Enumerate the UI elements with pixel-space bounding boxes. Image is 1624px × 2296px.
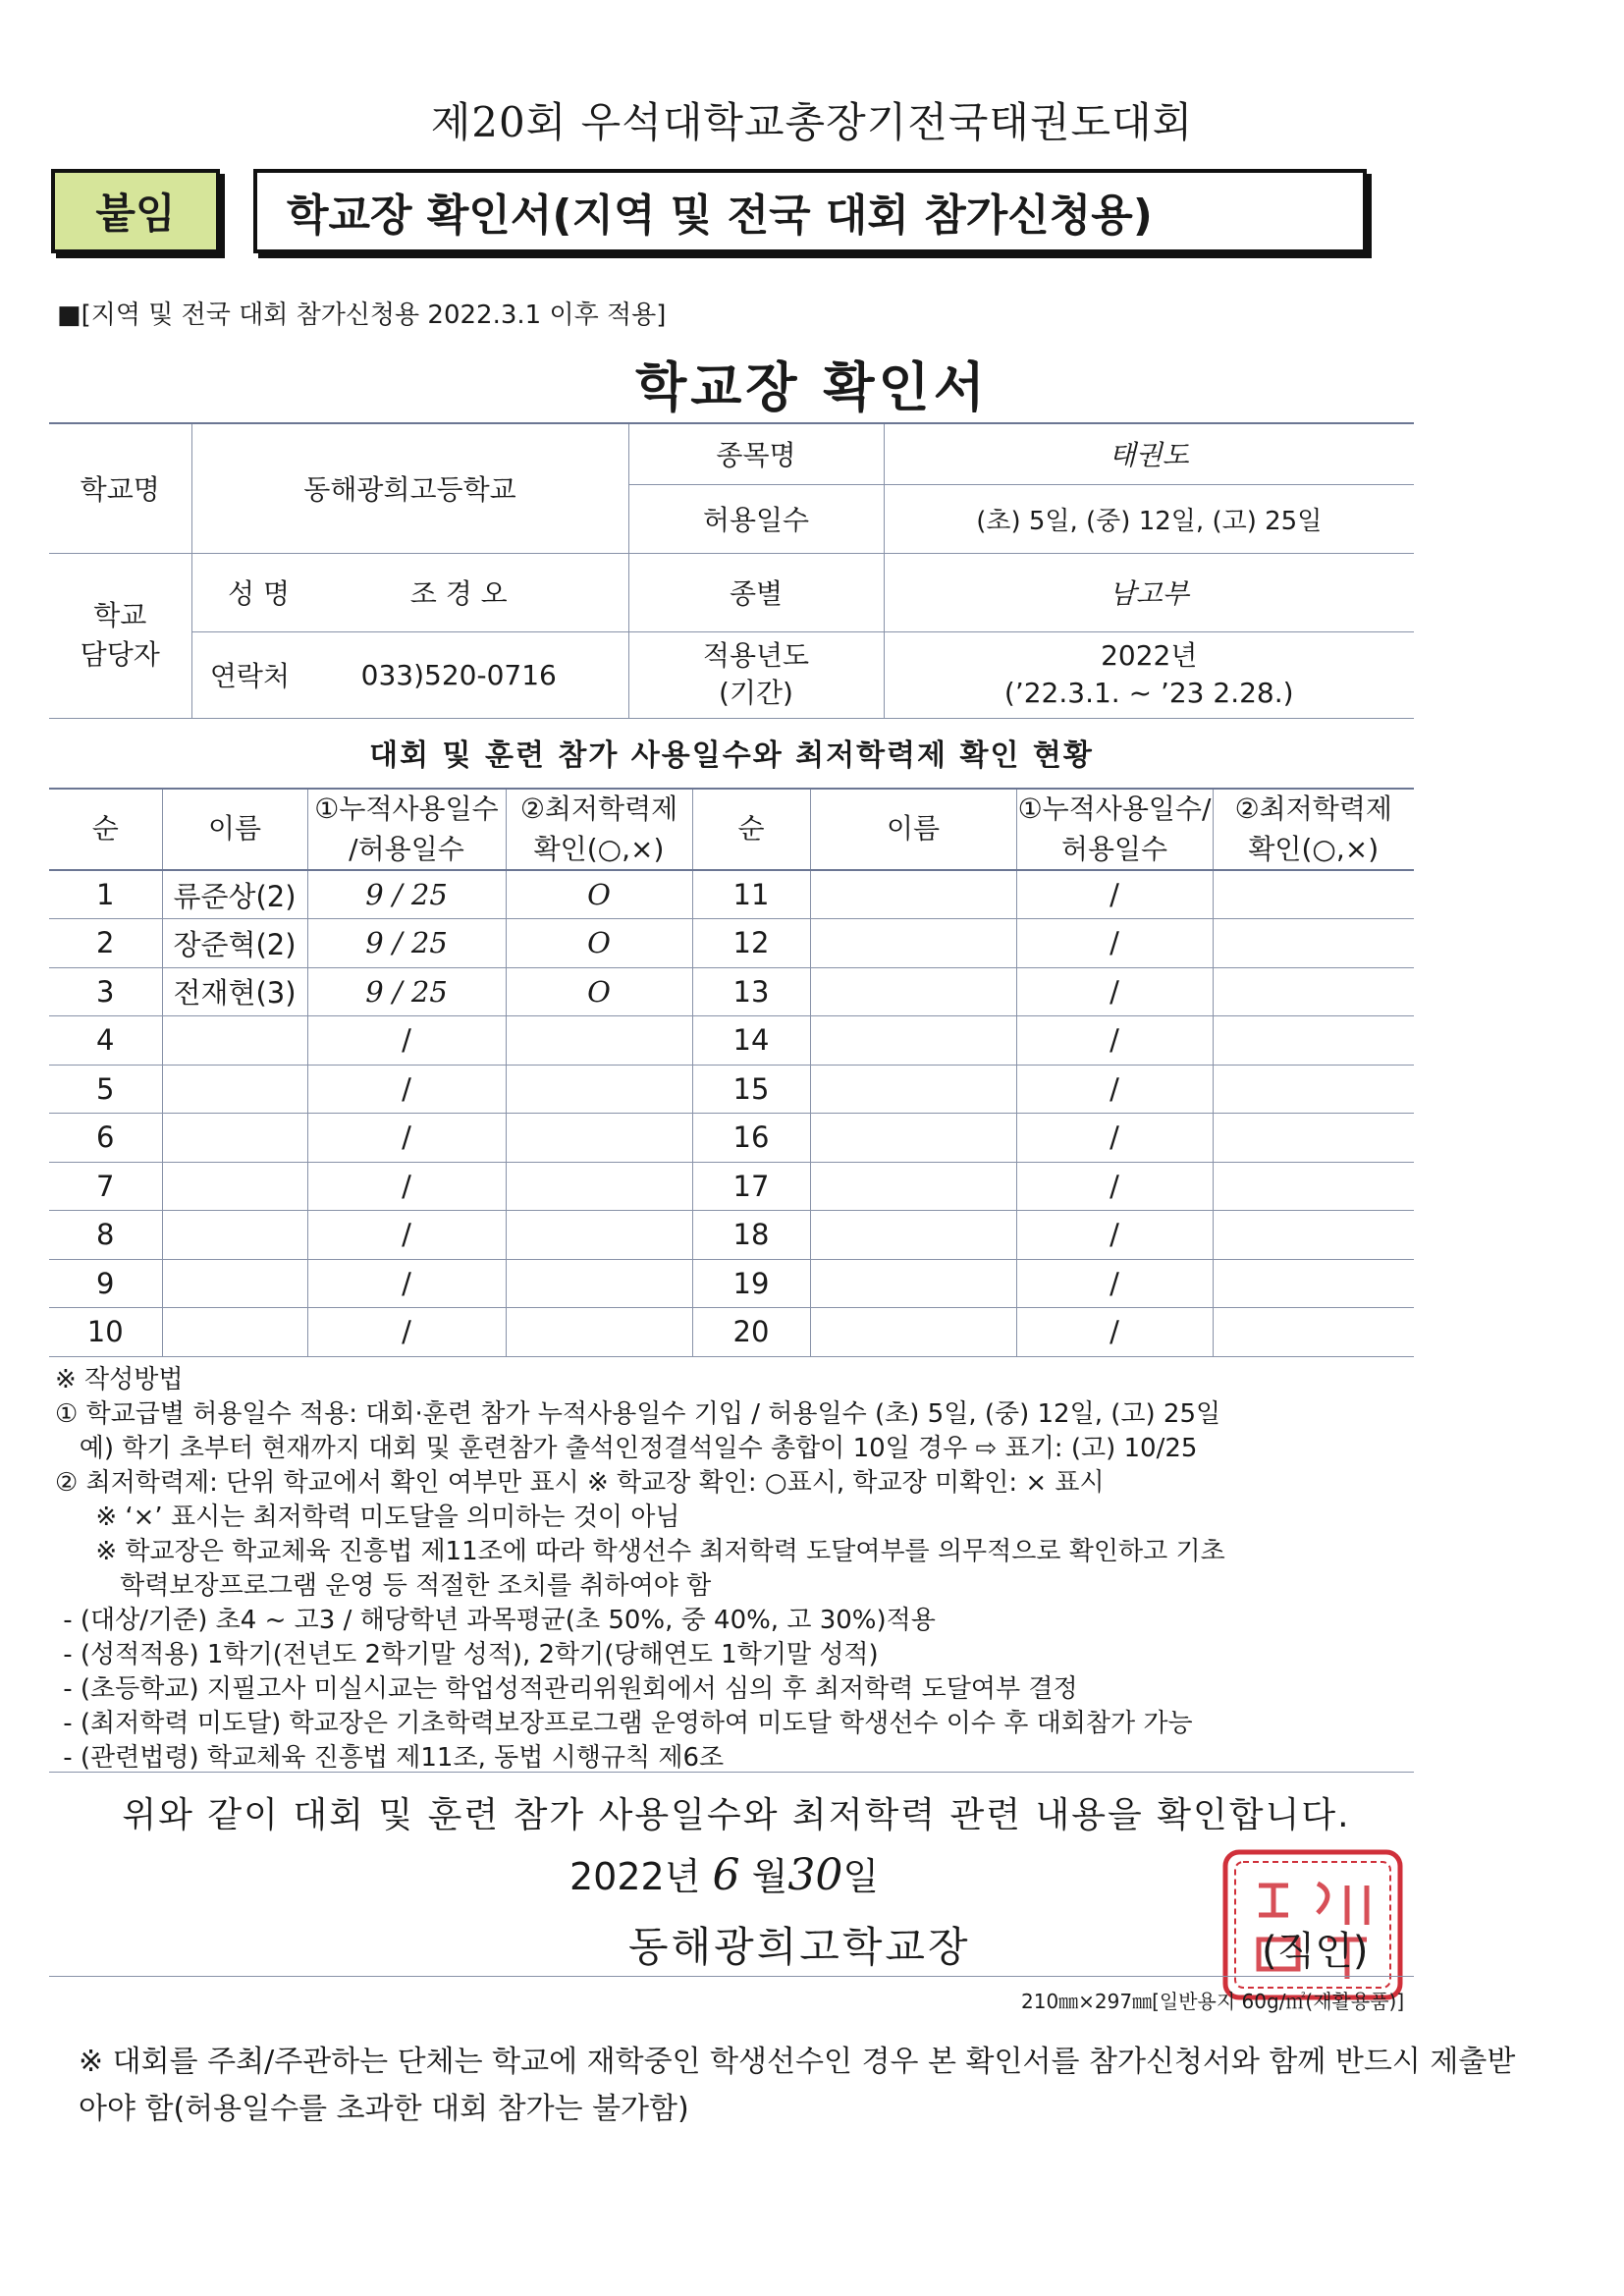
seal-label: (직인) xyxy=(1262,1929,1369,1974)
row-number: 14 xyxy=(692,1016,810,1066)
student-name: 장준혁(2) xyxy=(162,919,307,968)
student-name xyxy=(810,1114,1016,1163)
days-label: 허용일수 xyxy=(628,484,884,553)
row-number: 19 xyxy=(692,1259,810,1308)
document-title: 학교장 확인서 xyxy=(635,356,989,418)
period-value: (’22.3.1. ~ ’23 2.28.) xyxy=(1003,677,1294,709)
row-number: 20 xyxy=(692,1308,810,1357)
date xyxy=(569,1846,879,1900)
date-year: 2022년 xyxy=(569,1855,701,1898)
student-name: 전재현(3) xyxy=(162,967,307,1016)
instruction-line: ① 학교급별 허용일수 적용: 대회·훈련 참가 누적사용일수 기입 / 허용일수 (초) 5일, (중) 12일, (고) 25일 xyxy=(55,1399,1221,1429)
date-day-unit: 일 xyxy=(842,1855,880,1898)
instruction-line: ※ 학교장은 학교체육 진흥법 제11조에 따라 학생선수 최저학력 도달여부를 의무적으로 확인하고 기초 xyxy=(55,1537,1225,1566)
days-used: 9 / 25 xyxy=(307,967,506,1016)
row-number: 10 xyxy=(49,1308,162,1357)
student-name: 류준상(2) xyxy=(162,870,307,919)
table-row xyxy=(49,967,1414,1016)
instruction-line: - (초등학교) 지필고사 미실시교는 학업성적관리위원회에서 심의 후 최저학력 도달여부 결정 xyxy=(55,1674,1078,1704)
academic-check: O xyxy=(506,919,692,968)
sport-value: 태권도 xyxy=(884,423,1414,484)
days-used: / xyxy=(1016,1259,1213,1308)
row-number: 8 xyxy=(49,1211,162,1260)
table-row xyxy=(49,1308,1414,1357)
instruction-line: ※ 작성방법 xyxy=(55,1365,184,1394)
academic-check xyxy=(1213,1016,1414,1066)
student-name xyxy=(810,1211,1016,1260)
days-used: 9 / 25 xyxy=(307,919,506,968)
row-number: 12 xyxy=(692,919,810,968)
contact-label: 연락처 xyxy=(191,631,290,718)
academic-check xyxy=(506,1065,692,1114)
academic-check xyxy=(506,1211,692,1260)
academic-check xyxy=(1213,1065,1414,1114)
roster-table xyxy=(49,788,1414,1357)
student-name xyxy=(810,1065,1016,1114)
days-used: / xyxy=(307,1065,506,1114)
divider xyxy=(49,1976,1414,1977)
instruction-line: ※ ‘×’ 표시는 최저학력 미도달을 의미하는 것이 아님 xyxy=(55,1503,680,1532)
days-used: / xyxy=(307,1308,506,1357)
academic-check xyxy=(1213,1211,1414,1260)
days-used: / xyxy=(307,1114,506,1163)
student-name xyxy=(810,919,1016,968)
academic-check xyxy=(506,1308,692,1357)
academic-check xyxy=(506,1162,692,1211)
academic-check xyxy=(1213,967,1414,1016)
table-row xyxy=(49,1211,1414,1260)
days-used: / xyxy=(307,1162,506,1211)
year-cell xyxy=(884,631,1414,718)
row-number: 6 xyxy=(49,1114,162,1163)
date-month-unit: 월 xyxy=(751,1855,788,1898)
days-used: / xyxy=(1016,1065,1213,1114)
student-name xyxy=(162,1114,307,1163)
days-used: / xyxy=(1016,1211,1213,1260)
student-name xyxy=(162,1308,307,1357)
days-used: / xyxy=(307,1016,506,1066)
row-number: 3 xyxy=(49,967,162,1016)
table-row xyxy=(49,1016,1414,1066)
date-month: 6 xyxy=(712,1850,740,1900)
apply-note: ■[지역 및 전국 대회 참가신청용 2022.3.1 이후 적용] xyxy=(57,301,667,330)
academic-check: O xyxy=(506,870,692,919)
category-label: 종별 xyxy=(628,553,884,631)
header-check: ②최저학력제 확인(○,×) xyxy=(1213,789,1414,870)
status-caption: 대회 및 훈련 참가 사용일수와 최저학력제 확인 현황 xyxy=(369,738,1094,773)
academic-check xyxy=(506,1016,692,1066)
category-value: 남고부 xyxy=(884,553,1414,631)
academic-check xyxy=(1213,1308,1414,1357)
student-name xyxy=(810,967,1016,1016)
student-name xyxy=(162,1211,307,1260)
table-row xyxy=(49,1114,1414,1163)
table-row xyxy=(49,1259,1414,1308)
name-label: 성 명 xyxy=(191,553,290,631)
manager-label: 학교 담당자 xyxy=(49,553,191,718)
paper-spec: 210㎜×297㎜[일반용지 60g/㎡(재활용품)] xyxy=(1021,1990,1405,2013)
academic-check: O xyxy=(506,967,692,1016)
footer-note: ※ 대회를 주최/주관하는 단체는 학교에 재학중인 학생선수인 경우 본 확인서를 참가신청서와 함께 반드시 제출받아야 함(허용일수를 초과한 대회 참가는 불가함) xyxy=(79,2045,1516,2126)
days-used: / xyxy=(307,1211,506,1260)
header-name: 이름 xyxy=(810,789,1016,870)
table-row xyxy=(49,919,1414,968)
instruction-line: ② 최저학력제: 단위 학교에서 확인 여부만 표시 ※ 학교장 확인: ○표시, 학교장 미확인: × 표시 xyxy=(55,1468,1105,1498)
row-number: 18 xyxy=(692,1211,810,1260)
days-used: 9 / 25 xyxy=(307,870,506,919)
student-name xyxy=(810,1162,1016,1211)
days-used: / xyxy=(1016,1114,1213,1163)
days-used: / xyxy=(1016,1162,1213,1211)
writing-instructions xyxy=(55,1363,1430,1776)
header-days: ①누적사용일수 /허용일수 xyxy=(307,789,506,870)
year-value: 2022년 xyxy=(1101,639,1198,672)
header-check: ②최저학력제 확인(○,×) xyxy=(506,789,692,870)
attachment-badge: 붙임 xyxy=(51,169,220,253)
student-name xyxy=(810,870,1016,919)
student-name xyxy=(810,1016,1016,1066)
days-used: / xyxy=(1016,1308,1213,1357)
row-number: 13 xyxy=(692,967,810,1016)
row-number: 16 xyxy=(692,1114,810,1163)
instruction-line: - (성적적용) 1학기(전년도 2학기말 성적), 2학기(당해연도 1학기말 성적) xyxy=(55,1640,879,1669)
academic-check xyxy=(506,1114,692,1163)
days-used: / xyxy=(1016,967,1213,1016)
header-no: 순 xyxy=(692,789,810,870)
event-title: 제20회 우석대학교총장기전국태권도대회 xyxy=(430,98,1194,146)
academic-check xyxy=(1213,1259,1414,1308)
form-title: 학교장 확인서(지역 및 전국 대회 참가신청용) xyxy=(253,169,1367,253)
days-used: / xyxy=(1016,870,1213,919)
table-row xyxy=(49,1065,1414,1114)
header-name: 이름 xyxy=(162,789,307,870)
instruction-line: - (대상/기준) 초4 ~ 고3 / 해당학년 과목평균(초 50%, 중 40%, 고 30%)적용 xyxy=(55,1606,936,1635)
row-number: 9 xyxy=(49,1259,162,1308)
academic-check xyxy=(1213,919,1414,968)
principal-name: 동해광희고학교장 xyxy=(628,1923,971,1971)
table-row xyxy=(49,870,1414,919)
table-row xyxy=(49,1162,1414,1211)
row-number: 15 xyxy=(692,1065,810,1114)
instruction-line: - (관련법령) 학교체육 진흥법 제11조, 동법 시행규칙 제6조 xyxy=(55,1743,725,1773)
student-name xyxy=(810,1259,1016,1308)
header-no: 순 xyxy=(49,789,162,870)
row-number: 2 xyxy=(49,919,162,968)
academic-check xyxy=(1213,1114,1414,1163)
school-value: 동해광희고등학교 xyxy=(191,423,628,553)
academic-check xyxy=(1213,870,1414,919)
confirm-text: 위와 같이 대회 및 훈련 참가 사용일수와 최저학력 관련 내용을 확인합니다. xyxy=(122,1795,1351,1835)
student-name xyxy=(810,1308,1016,1357)
academic-check xyxy=(506,1259,692,1308)
days-used: / xyxy=(1016,1016,1213,1066)
row-number: 7 xyxy=(49,1162,162,1211)
row-number: 4 xyxy=(49,1016,162,1066)
name-value: 조 경 오 xyxy=(290,553,628,631)
date-day: 30 xyxy=(787,1850,843,1900)
student-name xyxy=(162,1016,307,1066)
contact-value: 033)520-0716 xyxy=(290,631,628,718)
row-number: 5 xyxy=(49,1065,162,1114)
instruction-line: 예) 학기 초부터 현재까지 대회 및 훈련참가 출석인정결석일수 총합이 10일 경우 ⇨ 표기: (고) 10/25 xyxy=(55,1434,1198,1463)
days-used: / xyxy=(1016,919,1213,968)
header-days: ①누적사용일수/ 허용일수 xyxy=(1016,789,1213,870)
row-number: 17 xyxy=(692,1162,810,1211)
sport-label: 종목명 xyxy=(628,423,884,484)
year-label: 적용년도 (기간) xyxy=(628,631,884,718)
instruction-line: 학력보장프로그램 운영 등 적절한 조치를 취하여야 함 xyxy=(55,1571,712,1601)
instruction-line: - (최저학력 미도달) 학교장은 기초학력보장프로그램 운영하여 미도달 학생선수 이수 후 대회참가 가능 xyxy=(55,1709,1193,1738)
row-number: 1 xyxy=(49,870,162,919)
student-name xyxy=(162,1162,307,1211)
days-value: (초) 5일, (중) 12일, (고) 25일 xyxy=(884,484,1414,553)
row-number: 11 xyxy=(692,870,810,919)
student-name xyxy=(162,1259,307,1308)
divider xyxy=(49,1772,1414,1773)
days-used: / xyxy=(307,1259,506,1308)
student-name xyxy=(162,1065,307,1114)
academic-check xyxy=(1213,1162,1414,1211)
school-label: 학교명 xyxy=(49,423,191,553)
info-table xyxy=(49,422,1414,719)
